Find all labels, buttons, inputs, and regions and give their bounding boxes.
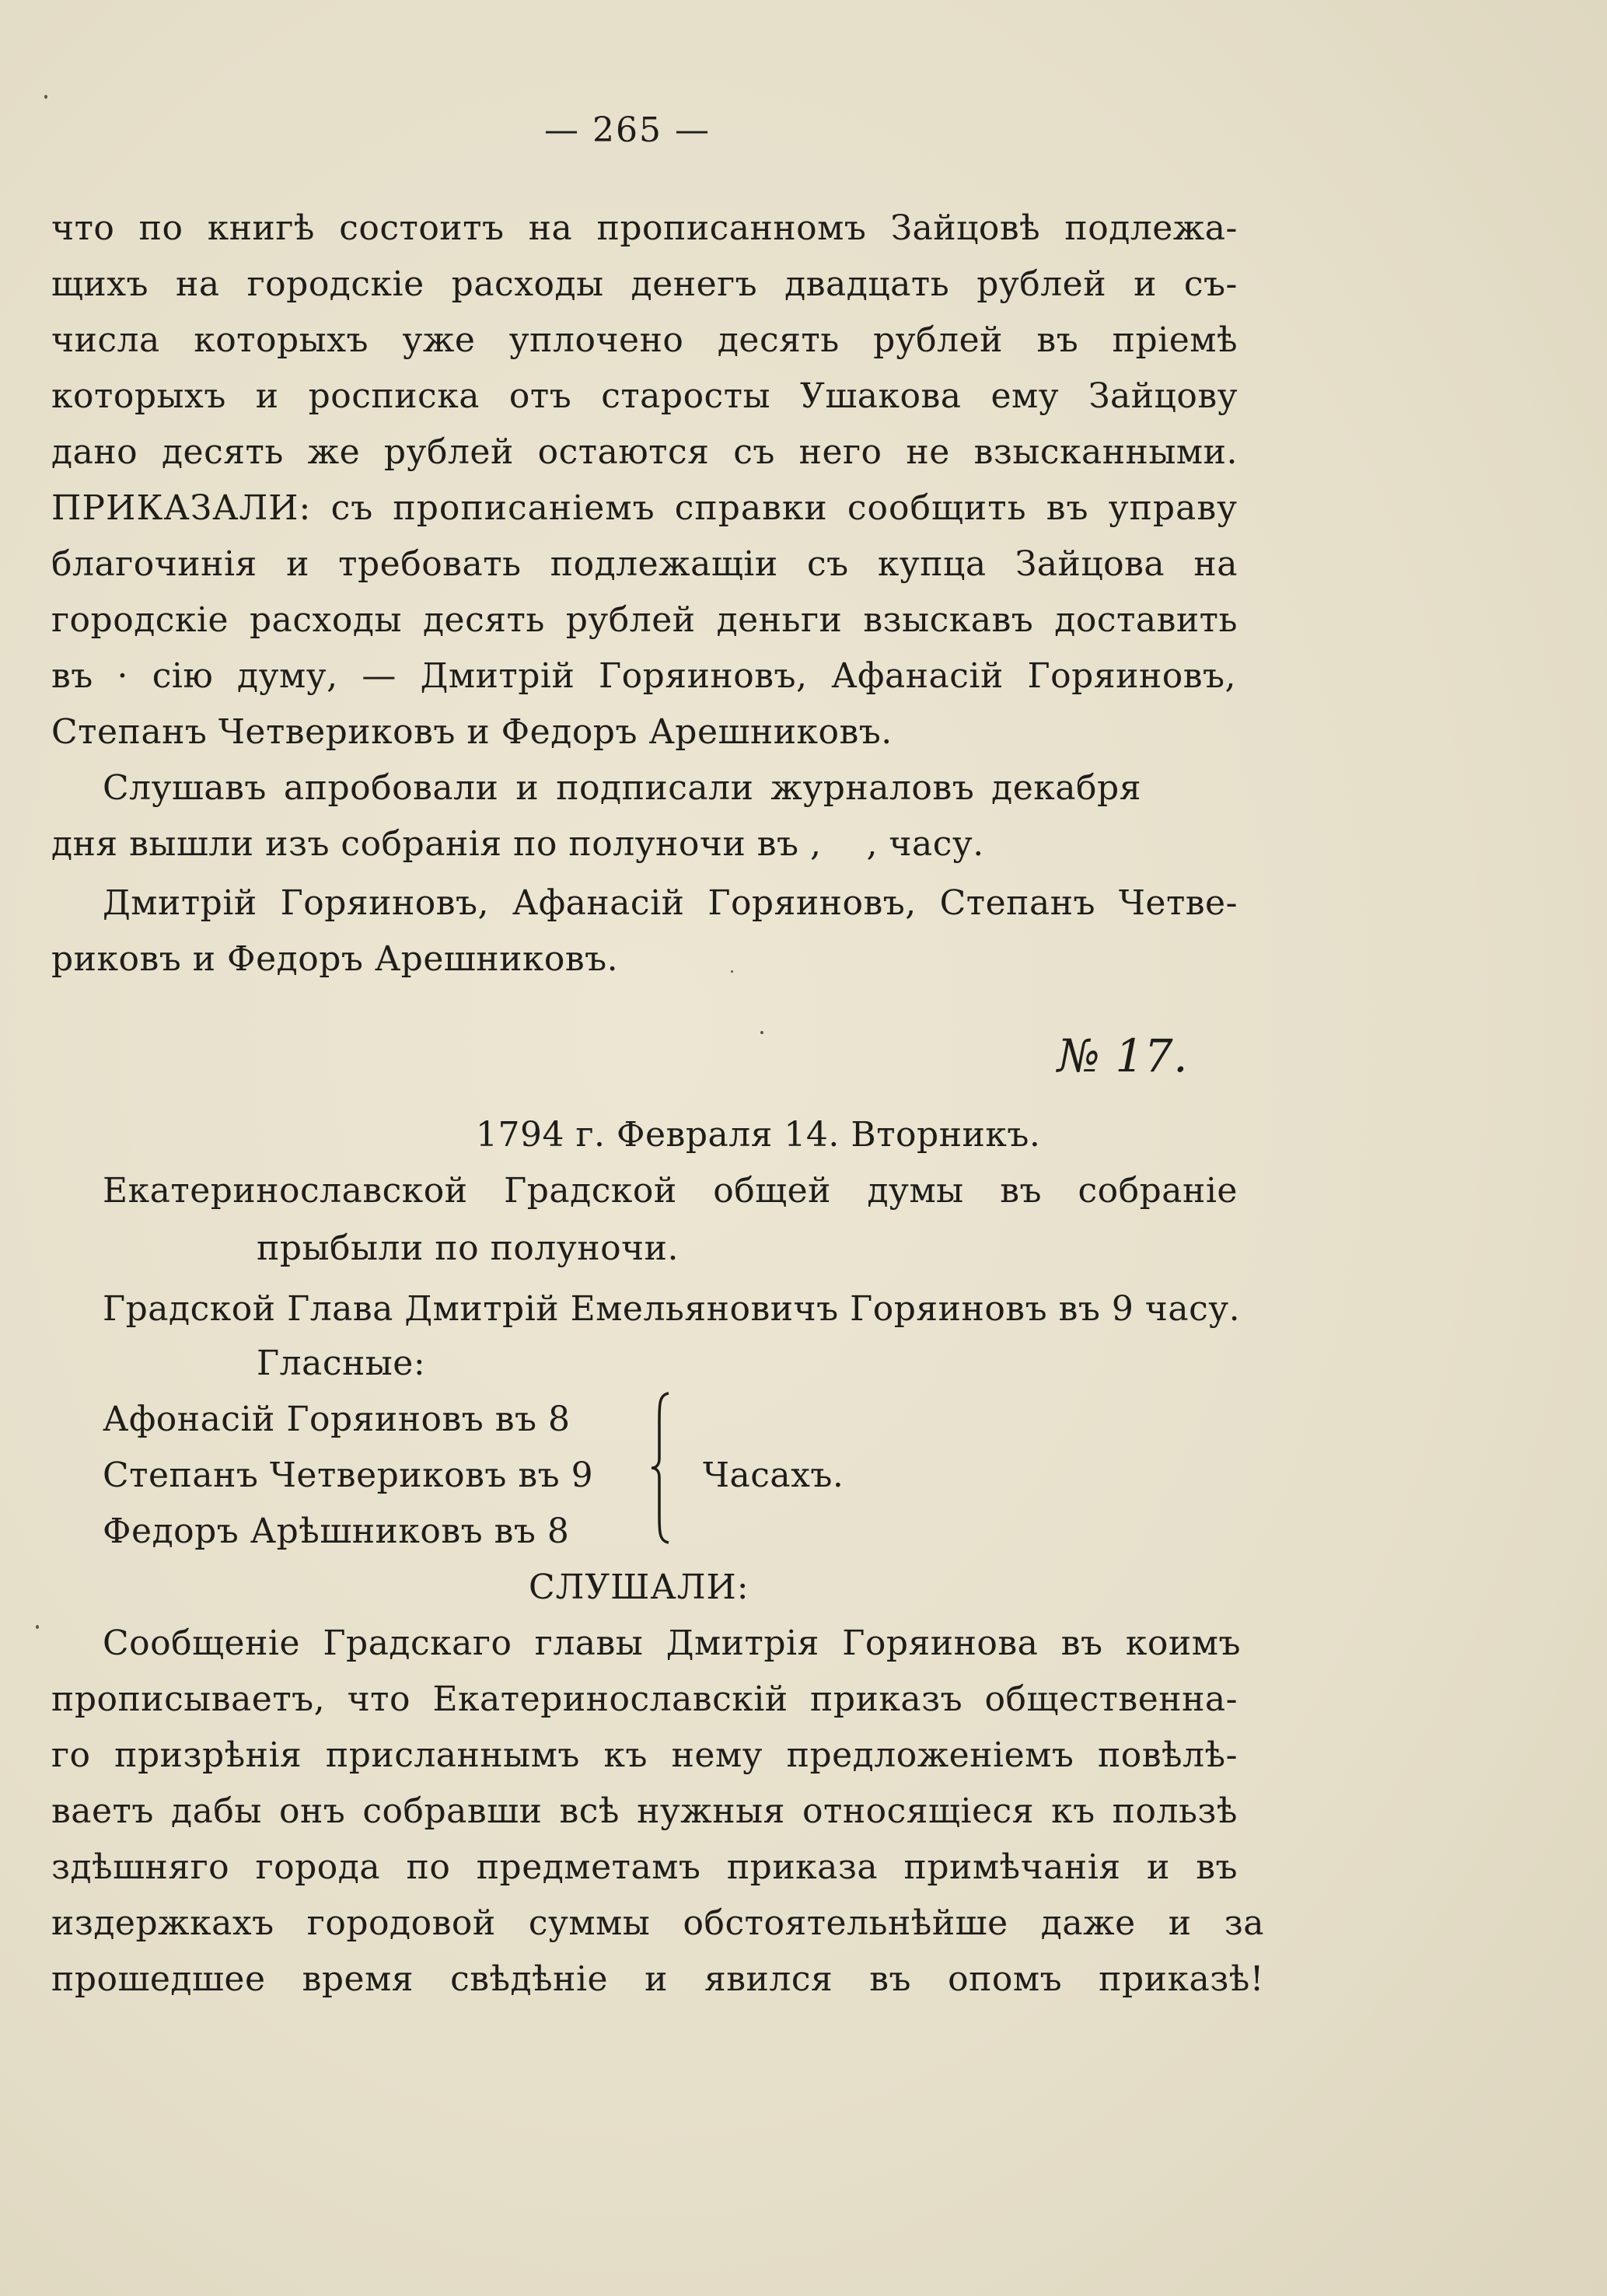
slushali-heading: СЛУШАЛИ: <box>529 1567 749 1607</box>
word: него <box>798 432 882 472</box>
word: города <box>255 1847 381 1887</box>
word: общественна- <box>984 1679 1238 1719</box>
word: рублей <box>976 264 1107 304</box>
print-speck <box>731 970 733 973</box>
word: думы <box>867 1171 964 1211</box>
word: денегъ <box>631 264 758 304</box>
word: прошедшее <box>51 1959 266 1999</box>
word: собраніе <box>1078 1171 1238 1211</box>
word: по <box>406 1847 451 1887</box>
word: Слушавъ <box>103 768 267 808</box>
word: отъ <box>508 376 572 416</box>
word: требовать <box>338 544 522 584</box>
word: сію <box>152 656 214 696</box>
word: городскіе <box>51 600 229 640</box>
word: и <box>1146 1847 1170 1887</box>
text-line <box>103 875 1238 931</box>
word: и <box>1134 264 1157 304</box>
record-number-heading: № 17. <box>1057 1029 1189 1082</box>
word: въ <box>1036 320 1079 360</box>
word: общей <box>713 1171 831 1211</box>
word: повѣлѣ- <box>1097 1735 1238 1775</box>
word: благочинія <box>51 544 257 584</box>
word: на <box>1193 544 1238 584</box>
word: же <box>307 432 361 472</box>
page-number: — 265 — <box>544 110 711 150</box>
word: десять <box>161 432 284 472</box>
word: прописанномъ <box>596 208 867 248</box>
text-line <box>51 481 1238 536</box>
text-line <box>51 313 1238 369</box>
word: коимъ <box>1125 1623 1241 1663</box>
word: съ <box>733 432 775 472</box>
word: Афанасій <box>512 883 685 923</box>
word: въ <box>1000 1171 1042 1211</box>
word: Горяиновъ, <box>280 883 490 923</box>
word: Ушакова <box>800 376 962 416</box>
word: что <box>347 1679 411 1719</box>
word: декабря <box>991 768 1141 808</box>
word: рублей <box>873 320 1003 360</box>
word: справки <box>674 488 828 528</box>
word: городскіе <box>246 264 424 304</box>
assembly-line-cont: прыбыли по полуночи. <box>257 1228 679 1268</box>
word: явился <box>704 1959 833 1999</box>
word: Зайцова <box>1015 544 1165 584</box>
word: го <box>51 1735 91 1775</box>
word: въ <box>51 656 93 696</box>
word: взыскавъ <box>863 600 1034 640</box>
word: не <box>906 432 950 472</box>
word: главы <box>534 1623 644 1663</box>
word: и <box>645 1959 668 1999</box>
word: ему <box>990 376 1060 416</box>
word: купца <box>877 544 987 584</box>
word: всѣ <box>559 1791 620 1831</box>
word: двадцать <box>784 264 950 304</box>
word: — <box>362 656 397 696</box>
assembly-line <box>103 1163 1238 1219</box>
word: росписка <box>308 376 480 416</box>
word: обстоятельнѣйше <box>683 1903 1008 1943</box>
word: примѣчанія <box>903 1847 1121 1887</box>
text-line <box>51 425 1238 481</box>
body-line <box>51 1728 1238 1784</box>
word: издержкахъ <box>51 1903 274 1943</box>
body-line <box>103 1616 1241 1672</box>
head-line: Градской Глава Дмитрій Емельяновичъ Горяиновъ въ 9 часу. <box>103 1289 1241 1329</box>
word: подлежа- <box>1064 208 1238 248</box>
word: книгѣ <box>207 208 315 248</box>
word: Афанасій <box>831 656 1004 696</box>
word: относящіеся <box>802 1791 1034 1831</box>
word: остаются <box>537 432 710 472</box>
word: Дмитрій <box>420 656 575 696</box>
glasnye-label: Гласные: <box>257 1344 426 1383</box>
word: десять <box>717 320 840 360</box>
word: пріемѣ <box>1112 320 1238 360</box>
word: сообщить <box>847 488 1027 528</box>
body-line <box>51 1896 1264 1952</box>
text-line: дня вышли изъ собранія по полуночи въ , , часу. <box>51 824 984 864</box>
word: дано <box>51 432 138 472</box>
body-line <box>51 1784 1238 1840</box>
word: взысканными. <box>973 432 1238 472</box>
text-line <box>51 369 1238 425</box>
word: собравши <box>362 1791 543 1831</box>
word: щихъ <box>51 264 149 304</box>
word: время <box>302 1959 414 1999</box>
word: пользѣ <box>1112 1791 1238 1831</box>
print-speck <box>36 1625 39 1629</box>
word: Горяиновъ, <box>1027 656 1236 696</box>
word: апробовали <box>283 768 499 808</box>
body-line <box>51 1672 1238 1728</box>
word: даже <box>1040 1903 1136 1943</box>
word: предложеніемъ <box>786 1735 1074 1775</box>
body-line <box>51 1840 1238 1896</box>
word: дабы <box>171 1791 262 1831</box>
word: Степанъ <box>939 883 1096 923</box>
word: къ <box>603 1735 648 1775</box>
attendee-line: Федоръ Арѣшниковъ въ 8 <box>103 1511 570 1551</box>
word: рублей <box>383 432 514 472</box>
word: Зайцову <box>1088 376 1238 416</box>
word: по <box>138 208 183 248</box>
word: нужныя <box>637 1791 785 1831</box>
word: онъ <box>278 1791 346 1831</box>
word: · <box>117 656 128 696</box>
word: предметамъ <box>476 1847 701 1887</box>
word: въ <box>1196 1847 1238 1887</box>
word: приказа <box>726 1847 879 1887</box>
word: Горяиновъ, <box>707 883 917 923</box>
text-line <box>51 592 1238 648</box>
word: журналовъ <box>770 768 975 808</box>
body-line <box>51 1952 1264 2008</box>
word: думу, <box>237 656 338 696</box>
word: уже <box>402 320 476 360</box>
word: въ <box>1046 488 1089 528</box>
word: старосты <box>601 376 771 416</box>
word: и <box>255 376 279 416</box>
word: Екатеринославскій <box>432 1679 788 1719</box>
word: подлежащіи <box>550 544 778 584</box>
word: Градскаго <box>323 1623 512 1663</box>
word: расходы <box>451 264 604 304</box>
word: которыхъ <box>51 376 226 416</box>
word: деньги <box>716 600 843 640</box>
word: Четве- <box>1118 883 1238 923</box>
word: приказѣ! <box>1099 1959 1264 1999</box>
attendee-line: Афонасій Горяиновъ въ 8 <box>103 1400 571 1439</box>
word: состоитъ <box>339 208 505 248</box>
word: съ- <box>1183 264 1238 304</box>
word: рублей <box>565 600 696 640</box>
word: и <box>515 768 540 808</box>
word: съ <box>806 544 849 584</box>
word: Дмитрій <box>103 883 257 923</box>
word: Градской <box>504 1171 677 1211</box>
word: за <box>1224 1903 1264 1943</box>
word: которыхъ <box>194 320 369 360</box>
word: Екатеринославской <box>103 1171 468 1211</box>
brace-bracket <box>650 1390 673 1546</box>
word: прописываетъ, <box>51 1679 326 1719</box>
word: Сообщеніе <box>103 1623 301 1663</box>
text-line <box>51 257 1238 313</box>
word: доставить <box>1054 600 1238 640</box>
date-line: 1794 г. Февраля 14. Вторникъ. <box>476 1115 1041 1155</box>
text-line <box>103 760 1141 816</box>
word: съ <box>330 488 374 528</box>
text-line: Степанъ Четвериковъ и Федоръ Арешниковъ. <box>51 712 893 752</box>
word: и <box>286 544 309 584</box>
word: Дмитрія <box>666 1623 819 1663</box>
word: управу <box>1108 488 1238 528</box>
print-speck <box>760 1031 763 1034</box>
word: уплочено <box>508 320 684 360</box>
word: на <box>528 208 573 248</box>
word: ПРИКАЗАЛИ: <box>51 488 312 528</box>
word: Горяиновъ, <box>599 656 808 696</box>
word: призрѣнія <box>114 1735 302 1775</box>
word: приказъ <box>810 1679 963 1719</box>
word: расходы <box>250 600 402 640</box>
word: числа <box>51 320 160 360</box>
word: Горяинова <box>842 1623 1039 1663</box>
word: присланнымъ <box>325 1735 580 1775</box>
word: подписали <box>556 768 754 808</box>
word: прописаніемъ <box>393 488 655 528</box>
word: суммы <box>528 1903 651 1943</box>
word: ваетъ <box>51 1791 154 1831</box>
word: въ <box>1060 1623 1103 1663</box>
word: городовой <box>306 1903 496 1943</box>
word: къ <box>1051 1791 1095 1831</box>
hours-label: Часахъ. <box>703 1456 844 1495</box>
print-speck <box>44 95 47 99</box>
word: нему <box>671 1735 763 1775</box>
word: Зайцовѣ <box>890 208 1041 248</box>
text-line <box>51 536 1238 592</box>
word: свѣдѣніе <box>450 1959 609 1999</box>
word: опомъ <box>948 1959 1063 1999</box>
text-line <box>51 201 1238 257</box>
word: десять <box>422 600 545 640</box>
text-line <box>51 648 1236 704</box>
text-line: риковъ и Федоръ Арешниковъ. <box>51 939 619 979</box>
word: что <box>51 208 115 248</box>
word: и <box>1168 1903 1192 1943</box>
word: на <box>176 264 220 304</box>
word: здѣшняго <box>51 1847 230 1887</box>
attendee-line: Степанъ Четвериковъ въ 9 <box>103 1456 594 1495</box>
word: въ <box>869 1959 912 1999</box>
